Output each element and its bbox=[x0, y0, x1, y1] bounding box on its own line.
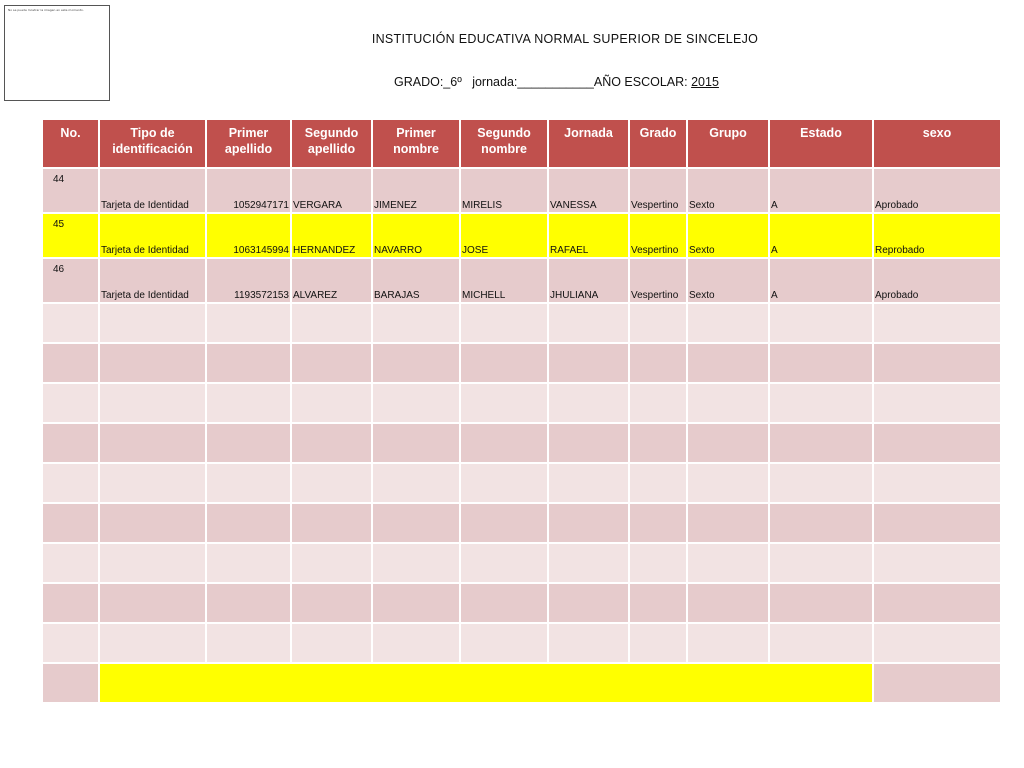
empty-cell bbox=[873, 583, 1001, 623]
empty-cell bbox=[372, 463, 460, 503]
empty-cell bbox=[769, 623, 873, 663]
cell-estado: Reprobado bbox=[873, 213, 1001, 258]
cell-segundo-apellido: JIMENEZ bbox=[372, 168, 460, 213]
column-header-sexo: sexo bbox=[873, 119, 1001, 168]
empty-cell bbox=[372, 543, 460, 583]
cell-grado: Sexto bbox=[687, 213, 769, 258]
cell-segundo-nombre: RAFAEL bbox=[548, 213, 629, 258]
cell-primer-apellido: HERNANDEZ bbox=[291, 213, 372, 258]
empty-cell bbox=[291, 623, 372, 663]
empty-cell bbox=[42, 583, 99, 623]
column-header-segundo-apellido: Segundo apellido bbox=[291, 119, 372, 168]
empty-cell bbox=[687, 423, 769, 463]
empty-cell bbox=[460, 623, 548, 663]
empty-cell bbox=[206, 463, 291, 503]
empty-cell bbox=[460, 543, 548, 583]
empty-cell bbox=[206, 303, 291, 343]
empty-cell bbox=[99, 343, 206, 383]
empty-cell bbox=[548, 343, 629, 383]
cell-no: 44 bbox=[42, 168, 99, 213]
empty-cell bbox=[372, 623, 460, 663]
cell-jornada: Vespertino bbox=[629, 258, 687, 303]
empty-cell bbox=[206, 583, 291, 623]
empty-cell bbox=[42, 623, 99, 663]
column-header-primer-nombre: Primer nombre bbox=[372, 119, 460, 168]
cell-estado: Aprobado bbox=[873, 168, 1001, 213]
empty-table-row bbox=[42, 503, 1001, 543]
empty-table-row bbox=[42, 303, 1001, 343]
empty-cell bbox=[548, 623, 629, 663]
column-header-primer-apellido: Primer apellido bbox=[206, 119, 291, 168]
empty-cell bbox=[873, 303, 1001, 343]
logo-caption: No se puede mostrar la imagen en este momento. bbox=[8, 8, 84, 12]
cell-estado: Aprobado bbox=[873, 258, 1001, 303]
empty-cell bbox=[42, 383, 99, 423]
empty-table-row bbox=[42, 343, 1001, 383]
empty-table-row bbox=[42, 623, 1001, 663]
cell-grado: Sexto bbox=[687, 168, 769, 213]
empty-cell bbox=[687, 463, 769, 503]
empty-cell bbox=[42, 463, 99, 503]
empty-cell bbox=[42, 343, 99, 383]
empty-cell bbox=[206, 383, 291, 423]
cell-primer-apellido: ALVAREZ bbox=[291, 258, 372, 303]
cell-primer-nombre: MIRELIS bbox=[460, 168, 548, 213]
empty-cell bbox=[687, 383, 769, 423]
empty-cell bbox=[99, 463, 206, 503]
column-header-jornada: Jornada bbox=[548, 119, 629, 168]
empty-cell bbox=[372, 423, 460, 463]
empty-cell bbox=[291, 303, 372, 343]
grado-label: GRADO:_6º bbox=[394, 75, 462, 89]
empty-cell bbox=[42, 543, 99, 583]
empty-cell bbox=[629, 303, 687, 343]
empty-cell bbox=[291, 383, 372, 423]
empty-cell bbox=[99, 503, 206, 543]
cell-documento: 1063145994 bbox=[206, 213, 291, 258]
anio-value: 2015 bbox=[691, 75, 719, 89]
cell-documento: 1052947171 bbox=[206, 168, 291, 213]
empty-cell bbox=[99, 423, 206, 463]
empty-cell bbox=[206, 543, 291, 583]
empty-cell bbox=[769, 463, 873, 503]
footer-row bbox=[42, 663, 1001, 703]
empty-cell bbox=[769, 543, 873, 583]
column-header-tipo: Tipo de identificación bbox=[99, 119, 206, 168]
empty-cell bbox=[629, 423, 687, 463]
empty-cell bbox=[548, 383, 629, 423]
cell-jornada: Vespertino bbox=[629, 213, 687, 258]
empty-cell bbox=[206, 503, 291, 543]
empty-cell bbox=[99, 623, 206, 663]
empty-cell bbox=[629, 583, 687, 623]
empty-table-row bbox=[42, 383, 1001, 423]
empty-cell bbox=[687, 583, 769, 623]
cell-segundo-apellido: BARAJAS bbox=[372, 258, 460, 303]
empty-cell bbox=[460, 303, 548, 343]
empty-cell bbox=[372, 503, 460, 543]
empty-cell bbox=[291, 583, 372, 623]
empty-cell bbox=[548, 463, 629, 503]
empty-cell bbox=[460, 503, 548, 543]
empty-cell bbox=[291, 423, 372, 463]
empty-cell bbox=[873, 463, 1001, 503]
empty-cell bbox=[629, 343, 687, 383]
empty-cell bbox=[769, 583, 873, 623]
empty-cell bbox=[687, 623, 769, 663]
empty-cell bbox=[548, 503, 629, 543]
empty-cell bbox=[42, 423, 99, 463]
cell-primer-nombre: JOSE bbox=[460, 213, 548, 258]
column-header-no: No. bbox=[42, 119, 99, 168]
empty-cell bbox=[460, 343, 548, 383]
empty-cell bbox=[206, 623, 291, 663]
empty-cell bbox=[548, 583, 629, 623]
footer-cell-no bbox=[42, 663, 99, 703]
empty-cell bbox=[548, 303, 629, 343]
empty-cell bbox=[99, 383, 206, 423]
empty-cell bbox=[291, 503, 372, 543]
empty-cell bbox=[99, 583, 206, 623]
empty-cell bbox=[548, 543, 629, 583]
cell-grado: Sexto bbox=[687, 258, 769, 303]
empty-table-row bbox=[42, 583, 1001, 623]
footer-cell-sexo bbox=[873, 663, 1001, 703]
table-row bbox=[42, 258, 1001, 303]
empty-cell bbox=[460, 583, 548, 623]
cell-no: 45 bbox=[42, 213, 99, 258]
column-header-grupo: Grupo bbox=[687, 119, 769, 168]
empty-cell bbox=[291, 463, 372, 503]
empty-cell bbox=[873, 423, 1001, 463]
empty-cell bbox=[769, 343, 873, 383]
empty-cell bbox=[769, 503, 873, 543]
column-header-grado: Grado bbox=[629, 119, 687, 168]
empty-cell bbox=[629, 463, 687, 503]
cell-segundo-apellido: NAVARRO bbox=[372, 213, 460, 258]
cell-primer-apellido: VERGARA bbox=[291, 168, 372, 213]
page-title: INSTITUCIÓN EDUCATIVA NORMAL SUPERIOR DE SINCELEJO bbox=[371, 32, 759, 46]
empty-cell bbox=[687, 543, 769, 583]
empty-cell bbox=[873, 543, 1001, 583]
empty-cell bbox=[372, 303, 460, 343]
cell-grupo: A bbox=[769, 168, 873, 213]
empty-cell bbox=[629, 543, 687, 583]
logo-image-placeholder bbox=[4, 5, 110, 101]
empty-cell bbox=[372, 383, 460, 423]
cell-grupo: A bbox=[769, 213, 873, 258]
empty-cell bbox=[769, 423, 873, 463]
empty-cell bbox=[206, 343, 291, 383]
empty-cell bbox=[873, 383, 1001, 423]
empty-cell bbox=[460, 383, 548, 423]
jornada-label: jornada:___________ bbox=[472, 75, 594, 89]
empty-cell bbox=[42, 503, 99, 543]
table-body bbox=[42, 168, 1001, 703]
subtitle-line bbox=[394, 75, 719, 89]
cell-segundo-nombre: JHULIANA bbox=[548, 258, 629, 303]
empty-cell bbox=[99, 543, 206, 583]
footer-highlight-band bbox=[99, 663, 873, 703]
empty-cell bbox=[687, 303, 769, 343]
table-row bbox=[42, 168, 1001, 213]
column-header-segundo-nombre: Segundo nombre bbox=[460, 119, 548, 168]
empty-cell bbox=[548, 423, 629, 463]
empty-cell bbox=[687, 503, 769, 543]
empty-cell bbox=[206, 423, 291, 463]
table-header-row bbox=[42, 119, 1001, 168]
empty-table-row bbox=[42, 543, 1001, 583]
empty-cell bbox=[42, 303, 99, 343]
empty-cell bbox=[372, 343, 460, 383]
table-row bbox=[42, 213, 1001, 258]
empty-cell bbox=[769, 303, 873, 343]
empty-cell bbox=[873, 623, 1001, 663]
empty-cell bbox=[460, 423, 548, 463]
cell-jornada: Vespertino bbox=[629, 168, 687, 213]
empty-cell bbox=[291, 543, 372, 583]
cell-primer-nombre: MICHELL bbox=[460, 258, 548, 303]
cell-documento: 1193572153 bbox=[206, 258, 291, 303]
cell-segundo-nombre: VANESSA bbox=[548, 168, 629, 213]
cell-tipo: Tarjeta de Identidad bbox=[99, 258, 206, 303]
empty-cell bbox=[687, 343, 769, 383]
empty-cell bbox=[769, 383, 873, 423]
empty-cell bbox=[629, 503, 687, 543]
cell-tipo: Tarjeta de Identidad bbox=[99, 168, 206, 213]
empty-table-row bbox=[42, 423, 1001, 463]
column-header-estado: Estado bbox=[769, 119, 873, 168]
anio-label: AÑO ESCOLAR: bbox=[593, 75, 692, 89]
cell-tipo: Tarjeta de Identidad bbox=[99, 213, 206, 258]
cell-grupo: A bbox=[769, 258, 873, 303]
empty-cell bbox=[629, 383, 687, 423]
empty-cell bbox=[873, 343, 1001, 383]
empty-cell bbox=[99, 303, 206, 343]
empty-cell bbox=[873, 503, 1001, 543]
empty-cell bbox=[460, 463, 548, 503]
empty-cell bbox=[372, 583, 460, 623]
cell-no: 46 bbox=[42, 258, 99, 303]
empty-cell bbox=[291, 343, 372, 383]
empty-cell bbox=[629, 623, 687, 663]
student-roster-table bbox=[41, 118, 1002, 704]
empty-table-row bbox=[42, 463, 1001, 503]
